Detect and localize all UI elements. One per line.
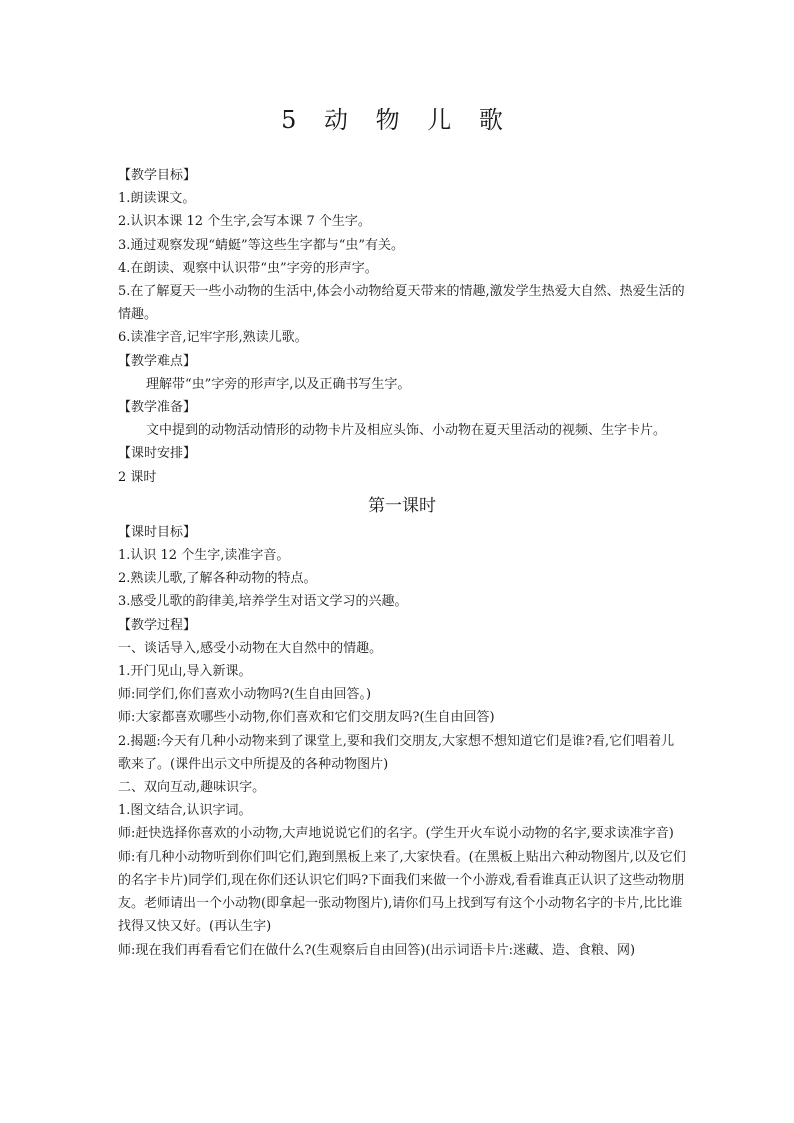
- teacher-dialogue: 师:有几种小动物听到你们叫它们,跑到黑板上来了,大家快看。(在黑板上贴出六种动物图片,以及它们的名字卡片)同学们,现在你们还认识它们吗?下面我们来做一个小游戏,看看谁真正认识了这些动物朋友。老师请出一个小动物(即拿起一张动物图片),请你们马上找到写有这个小动物名字的卡片,比比谁找得又快又好。(再认生字): [118, 849, 686, 935]
- teacher-dialogue: 师:同学们,你们喜欢小动物吗?(生自由回答。): [118, 687, 372, 703]
- process-substep: 1.图文结合,认识字词。: [118, 803, 252, 819]
- lesson-goal-item: 2.熟读儿歌,了解各种动物的特点。: [118, 571, 317, 587]
- section-heading-process: 【教学过程】: [118, 617, 197, 633]
- lesson-title: 5 动 物 儿 歌: [281, 106, 513, 134]
- process-step-heading: 二、双向互动,趣味识字。: [118, 780, 266, 796]
- schedule-text: 2 课时: [118, 469, 157, 485]
- difficulty-text: 理解带“虫”字旁的形声字,以及正确书写生字。: [146, 376, 411, 392]
- document-body: [118, 164, 686, 962]
- process-substep: 1.开门见山,导入新课。: [118, 664, 252, 680]
- goal-item: 1.朗读课文。: [118, 191, 196, 207]
- process-substep: 2.揭题:今天有几种小动物来到了课堂上,要和我们交朋友,大家想不想知道它们是谁?看,它们唱着儿歌来了。(课件出示文中所提及的各种动物图片): [118, 733, 675, 772]
- teacher-dialogue: 师:大家都喜欢哪些小动物,你们喜欢和它们交朋友吗?(生自由回答): [118, 710, 495, 726]
- section-heading-goals: 【教学目标】: [118, 168, 197, 183]
- process-step-heading: 一、谈话导入,感受小动物在大自然中的情趣。: [118, 640, 383, 656]
- section-heading-schedule: 【课时安排】: [118, 446, 197, 462]
- preparation-text: 文中提到的动物活动情形的动物卡片及相应头饰、小动物在夏天里活动的视频、生字卡片。: [146, 423, 667, 439]
- goal-item: 5.在了解夏天一些小动物的生活中,体会小动物给夏天带来的情趣,激发学生热爱大自然、热爱生活的情趣。: [118, 284, 685, 323]
- goal-item: 4.在朗读、观察中认识带“虫”字旁的形声字。: [118, 260, 378, 276]
- goal-item: 2.认识本课 12 个生字,会写本课 7 个生字。: [118, 214, 371, 230]
- section-heading-preparation: 【教学准备】: [118, 400, 197, 416]
- lesson-goal-item: 1.认识 12 个生字,读准字音。: [118, 548, 290, 564]
- goal-item: 6.读准字音,记牢字形,熟读儿歌。: [118, 330, 308, 346]
- goal-item: 3.通过观察发现“蜻蜓”等这些生字都与“虫”有关。: [118, 237, 404, 253]
- lesson-goal-item: 3.感受儿歌的韵律美,培养学生对语文学习的兴趣。: [118, 594, 408, 610]
- section-heading-lesson-goals: 【课时目标】: [118, 524, 197, 540]
- section-heading-difficulty: 【教学难点】: [118, 353, 197, 369]
- teacher-dialogue: 师:赶快选择你喜欢的小动物,大声地说说它们的名字。(学生开火车说小动物的名字,要求读准字音): [118, 826, 674, 842]
- lesson-subtitle: 第一课时: [368, 495, 436, 516]
- teacher-dialogue: 师:现在我们再看看它们在做什么?(生观察后自由回答)(出示词语卡片:迷藏、造、食粮、网): [118, 942, 636, 958]
